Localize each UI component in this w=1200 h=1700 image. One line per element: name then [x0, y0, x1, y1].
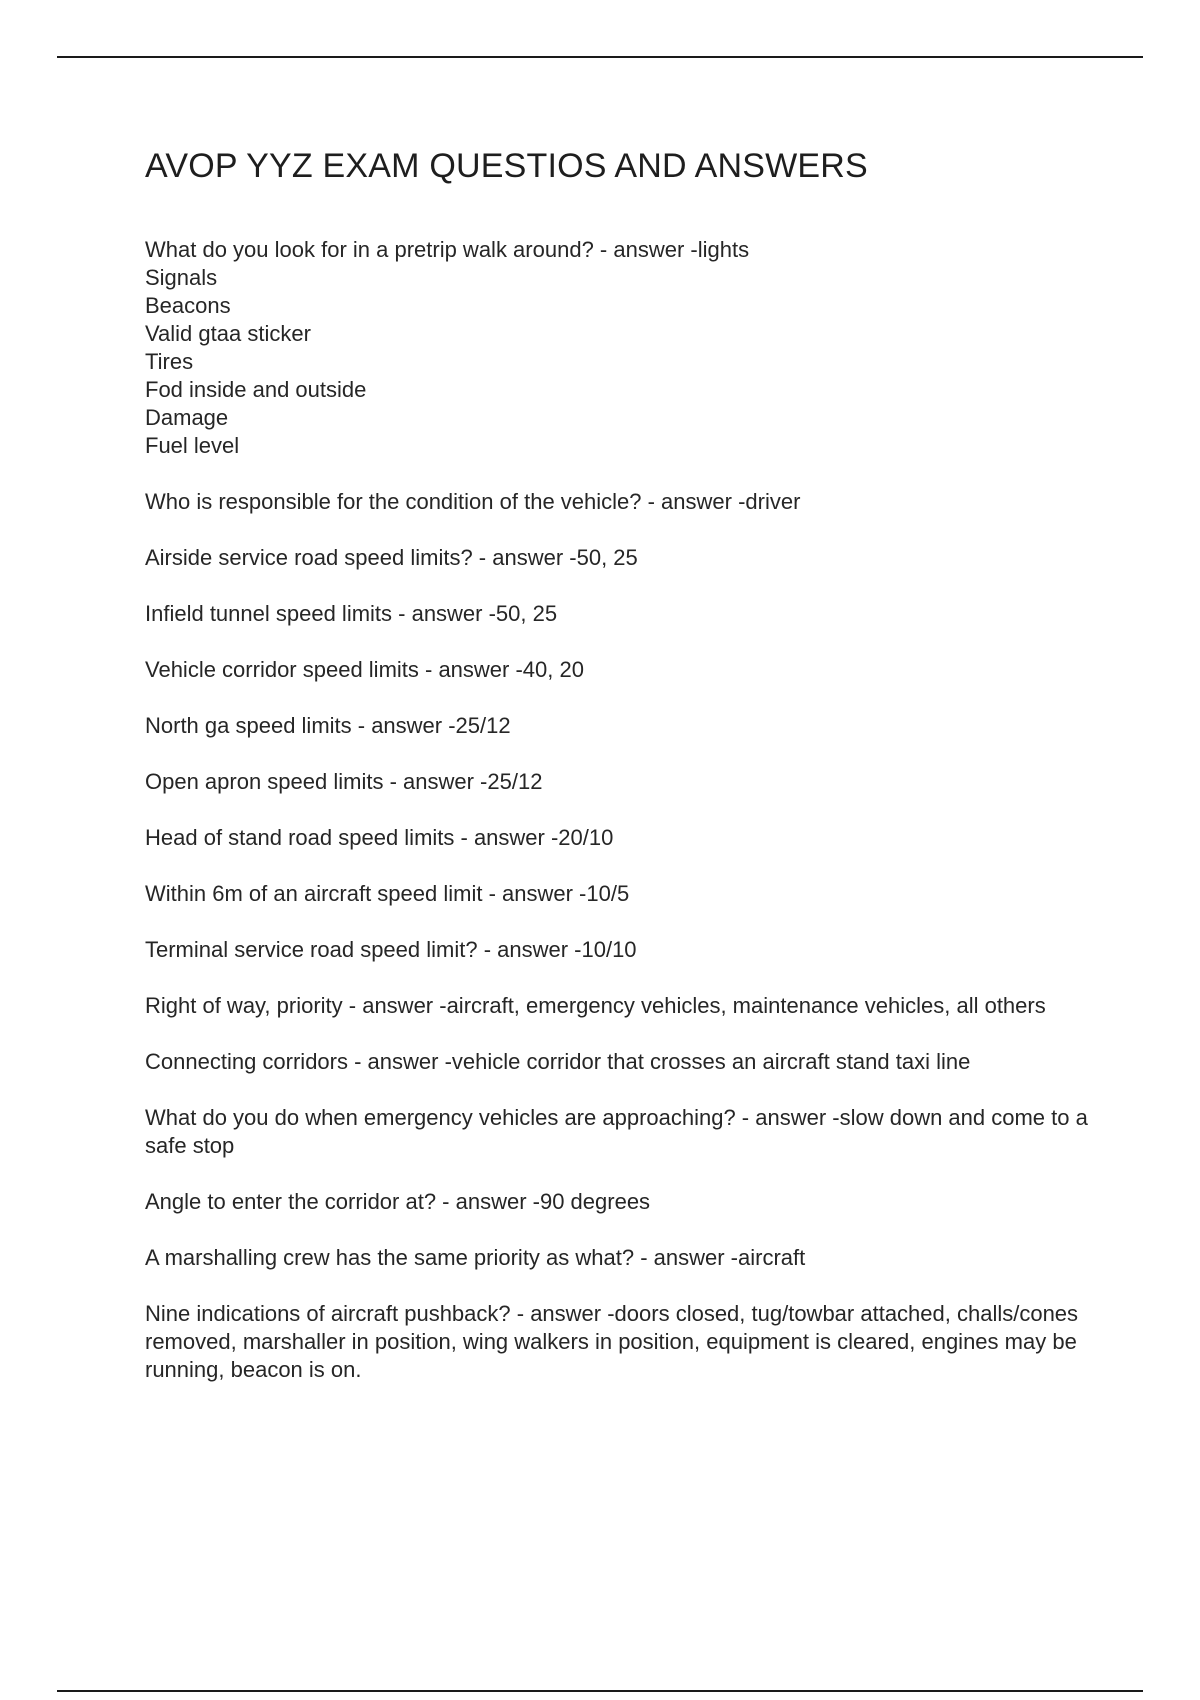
- qa-item: [145, 1300, 1105, 1384]
- qa-item: [145, 1104, 1105, 1160]
- qa-text: Within 6m of an aircraft speed limit - answer -10/5: [145, 881, 630, 906]
- document-body: [145, 140, 1105, 1412]
- qa-answer-line: Beacons: [145, 293, 231, 318]
- qa-text: Vehicle corridor speed limits - answer -40, 20: [145, 657, 584, 682]
- qa-answer-line: Fuel level: [145, 433, 240, 458]
- qa-text: Terminal service road speed limit? - answer -10/10: [145, 937, 637, 962]
- qa-item: [145, 824, 1105, 852]
- qa-list: [145, 236, 1105, 1384]
- qa-text: What do you do when emergency vehicles are approaching? - answer -slow down and come to a safe stop: [145, 1105, 1088, 1158]
- bottom-divider: [57, 1690, 1143, 1692]
- qa-answer-line: Signals: [145, 265, 218, 290]
- page-title: AVOP YYZ EXAM QUESTIOS AND ANSWERS: [145, 147, 868, 185]
- qa-text: Angle to enter the corridor at? - answer -90 degrees: [145, 1189, 651, 1214]
- qa-text: A marshalling crew has the same priority as what? - answer -aircraft: [145, 1245, 806, 1270]
- qa-text: Connecting corridors - answer -vehicle corridor that crosses an aircraft stand taxi line: [145, 1049, 971, 1074]
- qa-text: Who is responsible for the condition of the vehicle? - answer -driver: [145, 489, 801, 514]
- qa-item: [145, 236, 1105, 460]
- qa-item: [145, 768, 1105, 796]
- qa-answer-line: Damage: [145, 405, 229, 430]
- qa-item: [145, 600, 1105, 628]
- qa-answer-line: Tires: [145, 349, 194, 374]
- qa-text: North ga speed limits - answer -25/12: [145, 713, 511, 738]
- qa-item: [145, 488, 1105, 516]
- qa-text: Airside service road speed limits? - answer -50, 25: [145, 545, 638, 570]
- qa-item: [145, 1048, 1105, 1076]
- qa-text: Nine indications of aircraft pushback? - answer -doors closed, tug/towbar attached, challs/cones removed, marshaller in position, wing walkers in position, equipment is cleared, engines may be running, beacon is on.: [145, 1301, 1079, 1382]
- qa-item: [145, 656, 1105, 684]
- qa-answer-line: Fod inside and outside: [145, 377, 367, 402]
- qa-item: [145, 544, 1105, 572]
- qa-item: [145, 1188, 1105, 1216]
- top-divider: [57, 56, 1143, 58]
- qa-item: [145, 880, 1105, 908]
- qa-item: [145, 992, 1105, 1020]
- qa-text: Infield tunnel speed limits - answer -50, 25: [145, 601, 558, 626]
- qa-item: [145, 936, 1105, 964]
- qa-text: Head of stand road speed limits - answer -20/10: [145, 825, 614, 850]
- qa-text: Open apron speed limits - answer -25/12: [145, 769, 543, 794]
- qa-item: [145, 712, 1105, 740]
- qa-item: [145, 1244, 1105, 1272]
- qa-answer-line: Valid gtaa sticker: [145, 321, 311, 346]
- qa-text: Right of way, priority - answer -aircraft, emergency vehicles, maintenance vehicles, all others: [145, 993, 1046, 1018]
- qa-text: What do you look for in a pretrip walk around? - answer -lights: [145, 237, 750, 262]
